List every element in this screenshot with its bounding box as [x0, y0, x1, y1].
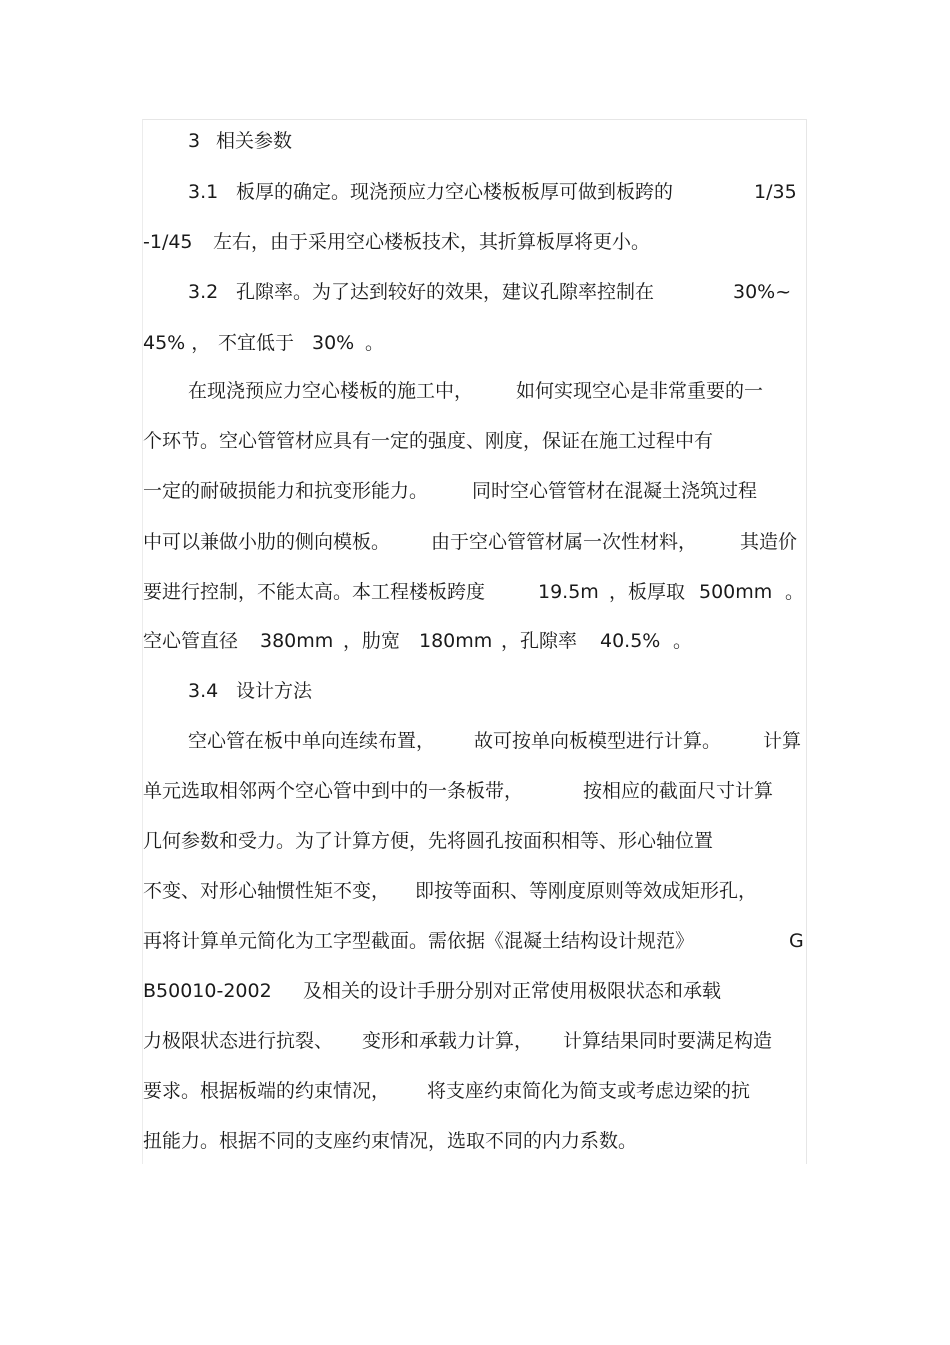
text-segment: 要进行控制，不能太高。本工程楼板跨度 [143, 581, 486, 603]
text-segment: 变形和承载力计算， [362, 1030, 534, 1052]
text-segment: 180mm [419, 630, 493, 652]
text-segment: 要求。根据板端的约束情况， [143, 1080, 391, 1102]
text-line [143, 426, 807, 456]
text-segment: 再将计算单元简化为工字型截面。需依据《混凝土结构设计规范》 [143, 930, 695, 952]
text-segment: 空心管直径 [143, 630, 239, 652]
text-segment: 380mm [260, 630, 334, 652]
text-segment: 计算 [763, 730, 802, 752]
text-line [143, 726, 807, 756]
text-segment: 扭能力。根据不同的支座约束情况，选取不同的内力系数。 [143, 1130, 638, 1152]
text-line [143, 376, 807, 406]
section-heading [143, 126, 807, 156]
text-segment: 30%~ [733, 281, 792, 303]
text-segment: 不宜低于 [218, 332, 295, 354]
text-line [143, 328, 807, 358]
text-line [143, 1026, 807, 1056]
text-segment: 40.5% [600, 630, 661, 652]
text-segment: 个环节。空心管管材应具有一定的强度、刚度，保证在施工过程中有 [143, 430, 714, 452]
subsection-number: 3.1 [188, 181, 219, 203]
text-line [143, 876, 807, 906]
text-line [143, 527, 807, 557]
text-segment: 在现浇预应力空心楼板的施工中， [188, 380, 474, 402]
text-segment: 左右，由于采用空心楼板技术，其折算板厚将更小。 [213, 231, 651, 253]
text-segment: G [789, 930, 804, 952]
text-segment: 按相应的截面尺寸计算 [583, 780, 774, 802]
text-line [143, 1076, 807, 1106]
text-line [143, 926, 807, 956]
text-line [143, 476, 807, 506]
text-segment: 即按等面积、等刚度原则等效成矩形孔， [415, 880, 758, 902]
text-line [143, 227, 807, 257]
text-line [143, 626, 807, 656]
section-title: 相关参数 [216, 130, 293, 152]
text-line [143, 577, 807, 607]
text-segment: 如何实现空心是非常重要的一 [516, 380, 764, 402]
text-segment: 19.5m [538, 581, 599, 603]
text-segment: ，板厚取 [609, 581, 686, 603]
text-segment: 板厚的确定。现浇预应力空心楼板板厚可做到板跨的 [236, 181, 674, 203]
text-segment: 计算结果同时要满足构造 [563, 1030, 773, 1052]
text-segment: 空心管在板中单向连续布置， [188, 730, 436, 752]
text-line [143, 177, 807, 207]
text-segment: 45% ， [143, 332, 211, 354]
text-segment: B50010-2002 [143, 980, 272, 1002]
text-segment: 30% [312, 332, 355, 354]
text-segment: 中可以兼做小肋的侧向模板。 [143, 531, 391, 553]
text-line [143, 826, 807, 856]
text-line [143, 976, 807, 1006]
text-line [143, 277, 807, 307]
section-heading [143, 676, 807, 706]
text-segment: 。 [785, 581, 805, 603]
section-title: 设计方法 [236, 680, 313, 702]
text-segment: 及相关的设计手册分别对正常使用极限状态和承载 [303, 980, 722, 1002]
text-segment: 。 [673, 630, 693, 652]
text-segment: 500mm [699, 581, 773, 603]
text-segment: 。 [365, 332, 385, 354]
text-segment: 由于空心管管材属一次性材料， [431, 531, 698, 553]
text-segment: 其造价 [740, 531, 798, 553]
text-segment: 将支座约束简化为简支或考虑边梁的抗 [427, 1080, 751, 1102]
subsection-number: 3.2 [188, 281, 219, 303]
text-segment: 单元选取相邻两个空心管中到中的一条板带， [143, 780, 524, 802]
text-line [143, 776, 807, 806]
section-number: 3 [188, 130, 201, 152]
text-segment: 同时空心管管材在混凝土浇筑过程 [472, 480, 758, 502]
text-line [143, 1126, 807, 1156]
text-segment: ，肋宽 [343, 630, 401, 652]
text-segment: ，孔隙率 [501, 630, 578, 652]
text-segment: 几何参数和受力。为了计算方便，先将圆孔按面积相等、形心轴位置 [143, 830, 714, 852]
text-segment: 力极限状态进行抗裂、 [143, 1030, 334, 1052]
text-segment: -1/45 [143, 231, 193, 253]
text-segment: 不变、对形心轴惯性矩不变， [143, 880, 391, 902]
text-segment: 一定的耐破损能力和抗变形能力。 [143, 480, 429, 502]
text-segment: 1/35 [754, 181, 797, 203]
text-segment: 孔隙率。为了达到较好的效果，建议孔隙率控制在 [236, 281, 655, 303]
text-segment: 故可按单向板模型进行计算。 [474, 730, 722, 752]
subsection-number: 3.4 [188, 680, 219, 702]
